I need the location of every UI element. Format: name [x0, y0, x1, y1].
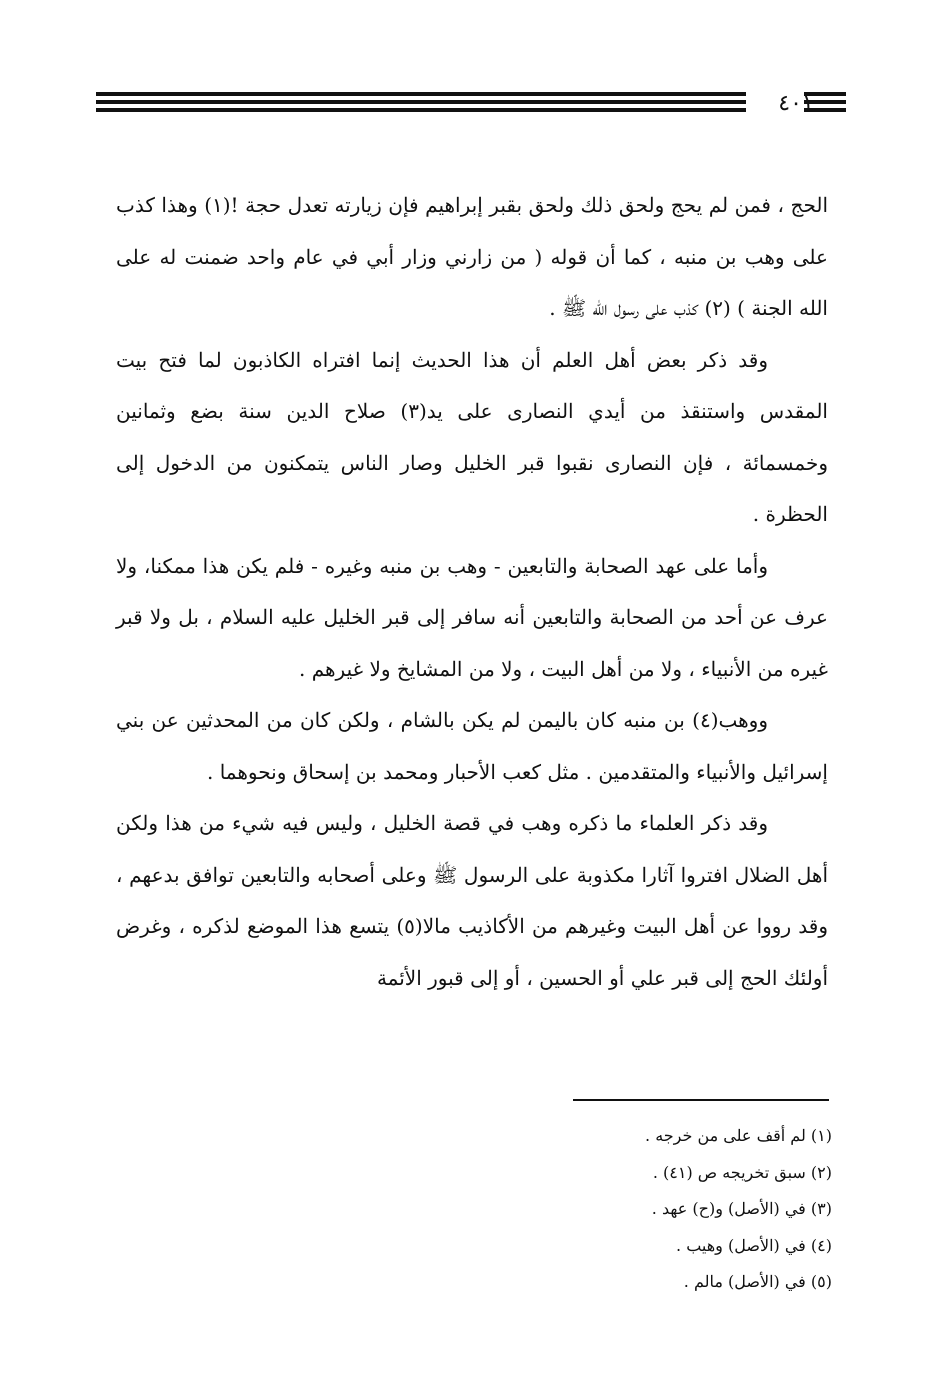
footnote: (٥) في (الأصل) مالم .: [683, 1272, 832, 1291]
paragraph: وقد ذكر بعض أهل العلم أن هذا الحديث إنما افتراه الكاذبون لما فتح بيت المقدس واستنقذ من أيدي النصارى على يد(٣) صلاح الدين سنة بضع وثمانين وخمسمائة ، فإن النصارى نقبوا قبر الخليل وصار الناس يتمكنون من الدخول إلى الحظرة .: [116, 347, 828, 526]
footnote-separator: [573, 1099, 829, 1101]
body-text: [116, 180, 828, 1004]
paragraph: وقد ذكر العلماء ما ذكره وهب في قصة الخليل ، وليس فيه شيء من هذا ولكن أهل الضلال افتروا آثارا مكذوبة على الرسول ﷺ وعلى أصحابه والتابعين توافق بدعهم ، وقد رووا عن أهل البيت وغيرهم من الأكاذيب مالا(٥) يتسع هذا الموضع لذكره ، وغرض أولئك الحج إلى قبر علي أو الحسين ، أو إلى قبور الأئمة: [116, 811, 828, 990]
footnote: (١) لم أقف على من خرجه .: [645, 1126, 832, 1145]
footnote: (٣) في (الأصل) و(ح) عهد .: [651, 1199, 832, 1218]
footnotes: [500, 1118, 832, 1301]
footnote: (٢) سبق تخريجه ص (٤١) .: [652, 1162, 832, 1182]
header-rule-left-top: [96, 92, 746, 96]
paragraph: ووهب(٤) بن منبه كان باليمن لم يكن بالشام ، ولكن كان من المحدثين عن بني إسرائيل والأنبياء والمتقدمين . مثل كعب الأحبار ومحمد بن إسحاق ونحوهما .: [116, 708, 828, 784]
page-header: [96, 88, 846, 120]
header-rule-left-bottom: [96, 108, 746, 112]
paragraph: وأما على عهد الصحابة والتابعين - وهب بن منبه وغيره - فلم يكن هذا ممكنا، ولا عرف عن أحد من الصحابة والتابعين أنه سافر إلى قبر الخليل عليه السلام ، بل ولا قبر غيره من الأنبياء ، ولا من أهل البيت ، ولا من المشايخ ولا غيرهم .: [116, 553, 828, 681]
paragraph: الحج ، فمن لم يحج ولحق ذلك ولحق بقبر إبراهيم فإن زيارته تعدل حجة !(١) وهذا كذب على وهب بن منبه ، كما أن قوله ( من زارني وزار أبي في عام واحد ضمنت له على الله الجنة ) (٢) كذب على رسول الله ﷺ .: [116, 193, 829, 320]
footnote: (٤) في (الأصل) وهيب .: [676, 1235, 832, 1255]
header-rule-left-middle: [96, 100, 746, 104]
page-number: ٤٠١: [778, 91, 814, 116]
